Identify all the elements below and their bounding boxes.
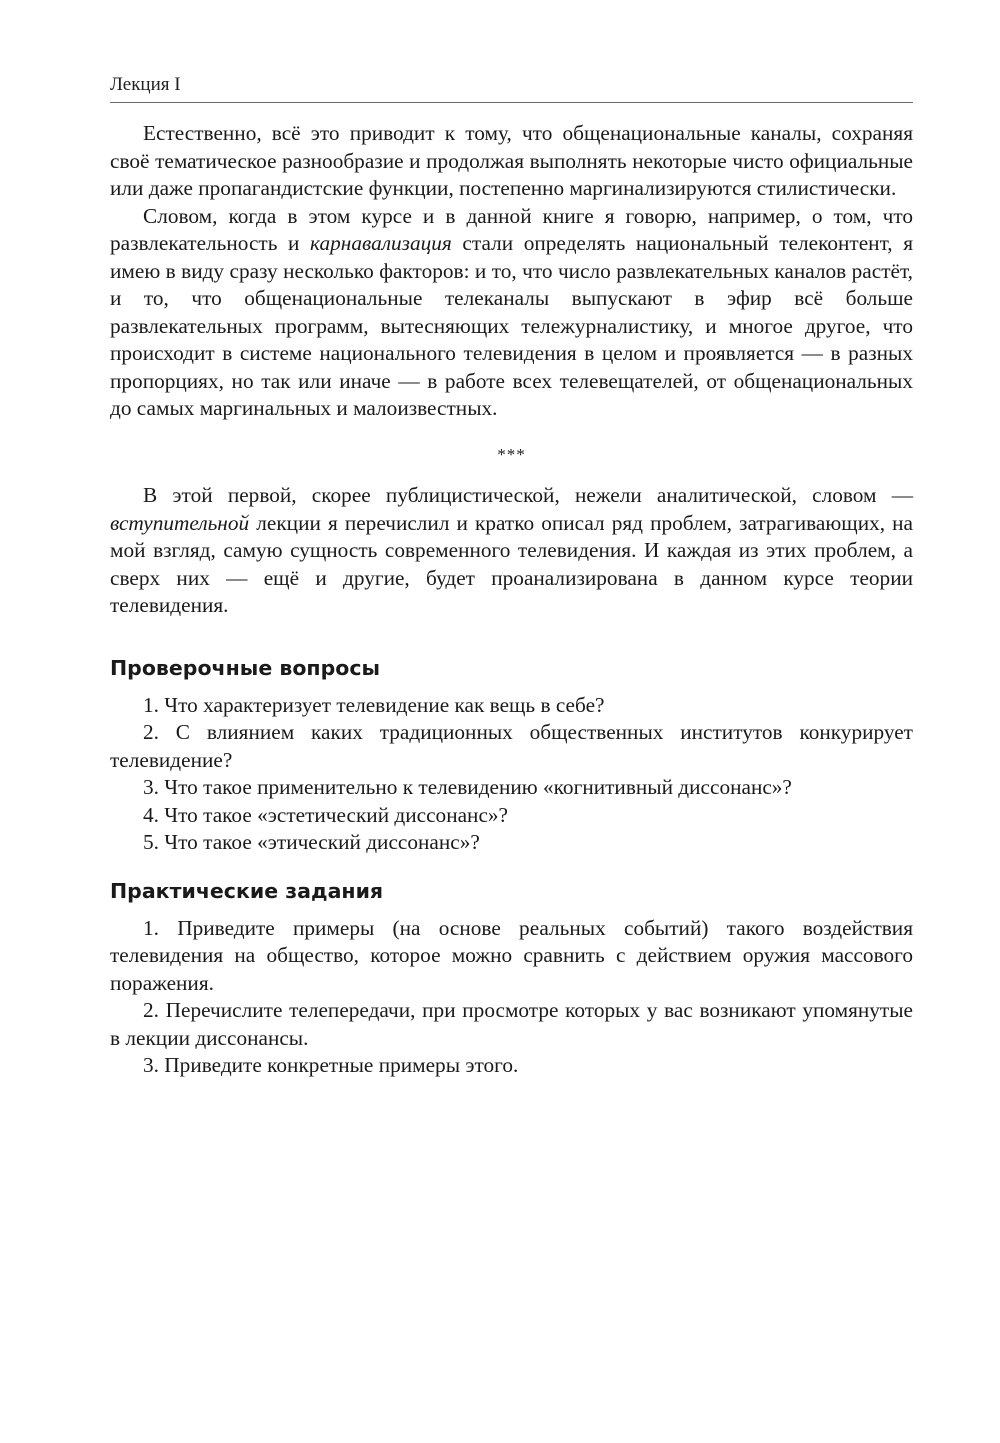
- paragraph-3-text-end: лекции я перечислил и кратко описал ряд проблем, затрагивающих, на мой взгляд, самую сущность современного телевидения. И каждая из этих проблем, а сверх них — ещё и другие, будет проанализирована в данном курсе теории телевидения.: [110, 510, 913, 617]
- task-item: 2. Перечислите телепередачи, при просмотре которых у вас возникают упомянутые в лекции диссонансы.: [110, 998, 913, 1050]
- running-title: Лекция I: [110, 72, 913, 103]
- question-item: 5. Что такое «этический диссонанс»?: [143, 830, 480, 854]
- paragraph-1: Естественно, всё это приводит к тому, что общенациональные каналы, сохраняя своё тематическое разнообразие и продолжая выполнять некоторые чисто официальные или даже пропагандистские функции, постепенно маргинализируются стилистически.: [110, 121, 913, 200]
- task-item: 3. Приведите конкретные примеры этого.: [143, 1053, 519, 1077]
- paragraph-3-text-start: В этой первой, скорее публицистической, нежели аналитической, словом —: [143, 483, 913, 507]
- page-body: [110, 120, 913, 1080]
- paragraph-2-emphasis: карнавализация: [310, 231, 452, 255]
- question-item: 2. С влиянием каких традиционных общественных институтов конкурирует телевидение?: [110, 720, 913, 772]
- questions-heading: Проверочные вопросы: [110, 655, 381, 680]
- question-item: 4. Что такое «эстетический диссонанс»?: [143, 802, 509, 827]
- questions-list: [110, 692, 913, 857]
- paragraph-2-text-end: стали определять национальный телеконтент, я имею в виду сразу несколько факторов: и то, что число развлекательных каналов растёт, и то, что общенациональные телеканалы выпускают в эфир всё больше развлекательных программ, вытесняющих тележурналистику, и многое другое, что происходит в системе национального телевидения в целом и проявляется — в разных пропорциях, но так или иначе — в работе всех телевещателей, от общенациональных до самых маргинальных и малоизвестных.: [110, 231, 913, 420]
- tasks-list: [110, 915, 913, 1080]
- section-separator: ***: [497, 444, 526, 464]
- task-item: 1. Приведите примеры (на основе реальных событий) такого воздействия телевидения на общество, которое можно сравнить с действием оружия массового поражения.: [110, 915, 913, 995]
- paragraph-2: [110, 203, 913, 423]
- paragraph-3: [110, 482, 913, 620]
- paragraph-2-text-start: Словом, когда в этом курсе и в данной книге я говорю, например, о том, что развлекательность и: [110, 203, 913, 255]
- tasks-heading: Практические задания: [110, 878, 384, 903]
- question-item: 3. Что такое применительно к телевидению «когнитивный диссонанс»?: [143, 775, 792, 799]
- paragraph-3-emphasis: вступительной: [110, 510, 250, 535]
- question-item: 1. Что характеризует телевидение как вещь в себе?: [143, 692, 605, 717]
